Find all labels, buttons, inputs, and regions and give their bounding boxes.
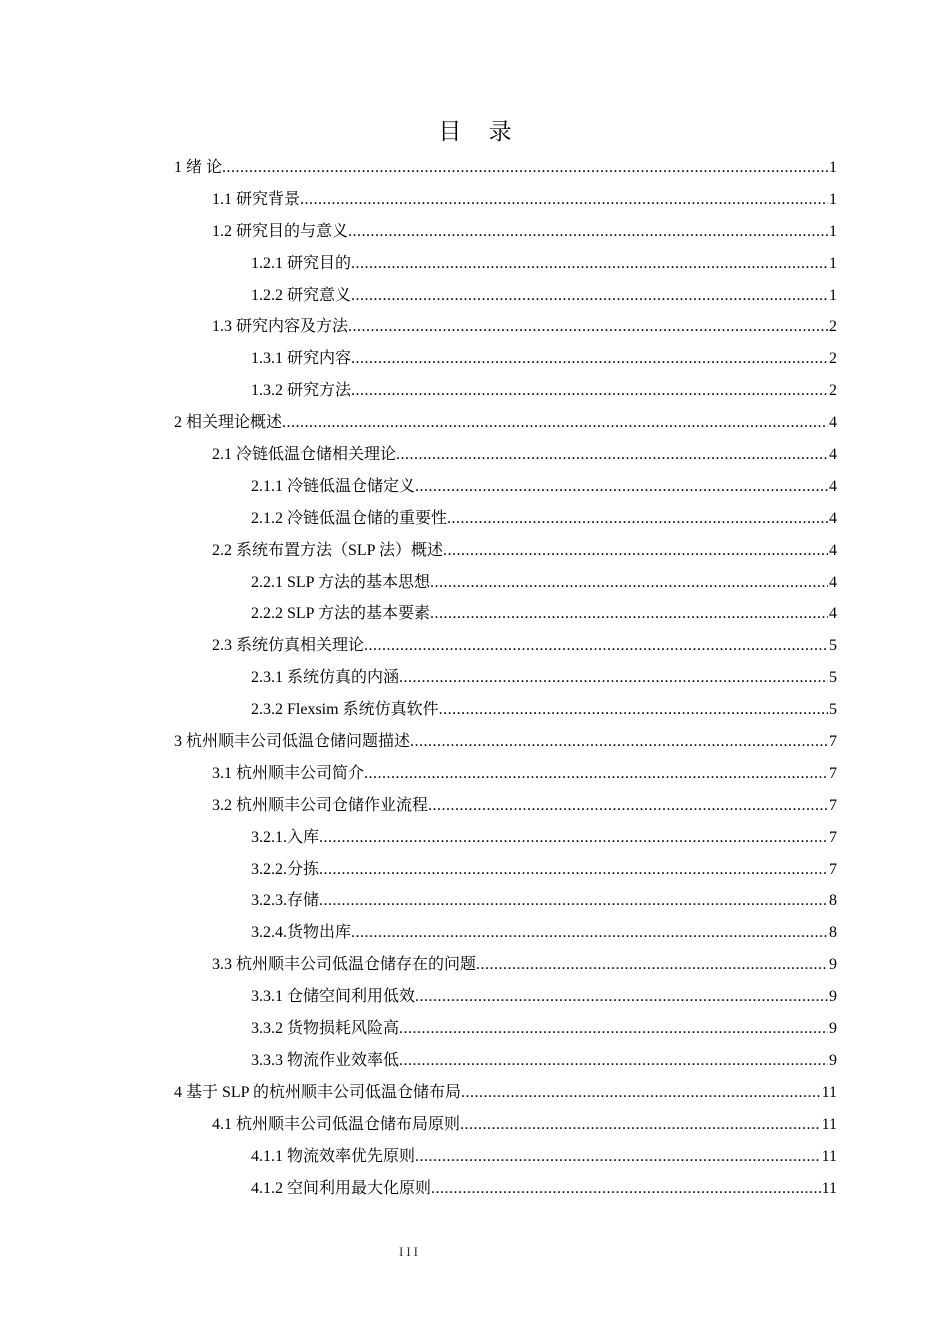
toc-dot-leader — [319, 822, 828, 854]
toc-entry-page: 9 — [829, 1020, 837, 1038]
toc-entry-text: 1.2.2 研究意义 — [251, 286, 352, 304]
toc-entry-page: 1 — [829, 222, 837, 240]
toc-entry-page: 7 — [829, 733, 837, 751]
toc-entry-text: 1.1 研究背景 — [212, 190, 301, 208]
toc-entry[interactable] — [174, 917, 837, 949]
toc-entry-text: 4.1.1 物流效率优先原则 — [251, 1147, 416, 1165]
toc-entry-text: 3.2.4.货物出库 — [251, 924, 352, 942]
toc-entry-page: 4 — [829, 509, 837, 527]
toc-dot-leader — [282, 407, 828, 439]
toc-dot-leader — [410, 726, 828, 758]
toc-entry[interactable] — [174, 598, 837, 630]
toc-entry[interactable] — [174, 662, 837, 694]
toc-dot-leader — [439, 694, 828, 726]
toc-entry[interactable] — [174, 152, 837, 184]
toc-entry-text: 3.2.3.存储 — [251, 892, 320, 910]
toc-entry[interactable] — [174, 439, 837, 471]
toc-entry[interactable] — [174, 1109, 837, 1141]
toc-entry-text: 2.3.1 系统仿真的内涵 — [251, 669, 400, 687]
toc-dot-leader — [351, 280, 828, 312]
toc-entry[interactable] — [174, 949, 837, 981]
toc-entry-text: 2.1.2 冷链低温仓储的重要性 — [251, 509, 448, 527]
toc-title: 目 录 — [438, 119, 522, 145]
toc-entry[interactable] — [174, 1013, 837, 1045]
toc-entry[interactable] — [174, 790, 837, 822]
toc-entry[interactable] — [174, 184, 837, 216]
toc-entry[interactable] — [174, 726, 837, 758]
toc-entry[interactable] — [174, 535, 837, 567]
toc-entry-text: 1.2.1 研究目的 — [251, 254, 352, 272]
toc-entry-text: 3.2.2.分拣 — [251, 860, 320, 878]
toc-entry[interactable] — [174, 1173, 837, 1205]
toc-entry-page: 1 — [829, 254, 837, 272]
toc-dot-leader — [319, 885, 828, 917]
toc-entry[interactable] — [174, 375, 837, 407]
toc-dot-leader — [348, 311, 828, 343]
toc-entry-page: 4 — [829, 414, 837, 432]
toc-dot-leader — [430, 567, 828, 599]
toc-entry-text: 3.2 杭州顺丰公司仓储作业流程 — [212, 796, 429, 814]
toc-entry-text: 2.3.2 Flexsim 系统仿真软件 — [251, 701, 439, 719]
toc-entry-text: 1.3.2 研究方法 — [251, 382, 352, 400]
toc-entry-page: 2 — [829, 318, 837, 336]
toc-entry[interactable] — [174, 1045, 837, 1077]
toc-dot-leader — [447, 503, 828, 535]
toc-entry[interactable] — [174, 694, 837, 726]
toc-entry-text: 2.2 系统布置方法（SLP 法）概述 — [212, 541, 443, 559]
toc-entry[interactable] — [174, 630, 837, 662]
toc-dot-leader — [399, 662, 828, 694]
toc-dot-leader — [415, 1141, 821, 1173]
toc-entry-page: 11 — [821, 1147, 837, 1165]
toc-entry-text: 2.1.1 冷链低温仓储定义 — [251, 477, 416, 495]
toc-entry-text: 4 基于 SLP 的杭州顺丰公司低温仓储布局 — [174, 1083, 461, 1101]
toc-dot-leader — [399, 1045, 828, 1077]
toc-entry-page: 8 — [829, 924, 837, 942]
toc-entry-page: 11 — [821, 1083, 837, 1101]
toc-entry[interactable] — [174, 822, 837, 854]
toc-entry-text: 3.1 杭州顺丰公司简介 — [212, 764, 365, 782]
table-of-contents — [174, 152, 837, 1204]
toc-dot-leader — [300, 184, 828, 216]
toc-entry-page: 5 — [829, 701, 837, 719]
toc-dot-leader — [364, 758, 828, 790]
toc-entry-page: 7 — [829, 860, 837, 878]
toc-dot-leader — [351, 375, 828, 407]
toc-dot-leader — [348, 216, 828, 248]
toc-entry[interactable] — [174, 503, 837, 535]
toc-dot-leader — [430, 598, 828, 630]
toc-entry-page: 9 — [829, 1051, 837, 1069]
toc-entry[interactable] — [174, 758, 837, 790]
toc-entry-text: 4.1.2 空间利用最大化原则 — [251, 1179, 432, 1197]
toc-entry-text: 3.3.3 物流作业效率低 — [251, 1051, 400, 1069]
toc-entry-text: 4.1 杭州顺丰公司低温仓储布局原则 — [212, 1115, 461, 1133]
toc-dot-leader — [415, 981, 828, 1013]
toc-entry-text: 1.3.1 研究内容 — [251, 350, 352, 368]
toc-dot-leader — [431, 1173, 821, 1205]
toc-entry-page: 5 — [829, 669, 837, 687]
toc-dot-leader — [351, 917, 828, 949]
toc-entry-page: 5 — [829, 637, 837, 655]
toc-entry[interactable] — [174, 471, 837, 503]
toc-entry[interactable] — [174, 216, 837, 248]
toc-entry-text: 3.3 杭州顺丰公司低温仓储存在的问题 — [212, 956, 477, 974]
toc-dot-leader — [460, 1109, 821, 1141]
toc-entry[interactable] — [174, 343, 837, 375]
toc-entry-text: 1.3 研究内容及方法 — [212, 318, 349, 336]
toc-entry-page: 4 — [829, 446, 837, 464]
toc-entry-page: 7 — [829, 828, 837, 846]
toc-entry-page: 2 — [829, 382, 837, 400]
toc-dot-leader — [364, 630, 828, 662]
toc-entry-page: 1 — [829, 159, 837, 176]
toc-entry-text: 2.1 冷链低温仓储相关理论 — [212, 446, 397, 464]
toc-entry-page: 11 — [821, 1179, 837, 1197]
toc-entry[interactable] — [174, 1077, 837, 1109]
toc-dot-leader — [461, 1077, 821, 1109]
toc-entry-page: 11 — [821, 1115, 837, 1133]
toc-entry-page: 8 — [829, 892, 837, 910]
toc-dot-leader — [351, 343, 828, 375]
toc-entry[interactable] — [174, 885, 837, 917]
toc-entry[interactable] — [174, 407, 837, 439]
toc-dot-leader — [396, 439, 828, 471]
toc-entry-text: 3 杭州顺丰公司低温仓储问题描述 — [174, 733, 411, 751]
toc-entry-page: 4 — [829, 605, 837, 623]
toc-entry-page: 2 — [829, 350, 837, 368]
toc-entry[interactable] — [174, 280, 837, 312]
toc-entry-text: 2.2.2 SLP 方法的基本要素 — [251, 605, 430, 623]
toc-entry-page: 1 — [829, 190, 837, 208]
toc-entry-text: 1.2 研究目的与意义 — [212, 222, 349, 240]
toc-dot-leader — [222, 152, 828, 184]
toc-entry-page: 7 — [829, 764, 837, 782]
toc-entry[interactable] — [174, 854, 837, 886]
toc-entry-page: 4 — [829, 541, 837, 559]
toc-entry-page: 1 — [829, 286, 837, 304]
toc-entry-text: 2.2.1 SLP 方法的基本思想 — [251, 573, 430, 591]
toc-dot-leader — [428, 790, 828, 822]
toc-entry-text: 3.3.2 货物损耗风险高 — [251, 1020, 400, 1038]
toc-dot-leader — [351, 248, 828, 280]
toc-entry-page: 9 — [829, 988, 837, 1006]
toc-entry[interactable] — [174, 248, 837, 280]
toc-entry[interactable] — [174, 311, 837, 343]
toc-entry-page: 4 — [829, 477, 837, 495]
toc-entry-text: 3.2.1.入库 — [251, 828, 320, 846]
toc-entry[interactable] — [174, 981, 837, 1013]
toc-entry-page: 4 — [829, 573, 837, 591]
page-number: III — [399, 1244, 421, 1259]
toc-entry[interactable] — [174, 567, 837, 599]
toc-entry-text: 1 绪 论 — [174, 159, 223, 176]
toc-dot-leader — [443, 535, 828, 567]
toc-entry-text: 2 相关理论概述 — [174, 414, 283, 432]
toc-entry-page: 9 — [829, 956, 837, 974]
toc-entry-page: 7 — [829, 796, 837, 814]
toc-dot-leader — [399, 1013, 828, 1045]
toc-entry[interactable] — [174, 1141, 837, 1173]
toc-dot-leader — [415, 471, 828, 503]
toc-dot-leader — [476, 949, 828, 981]
toc-dot-leader — [319, 854, 828, 886]
toc-entry-text: 2.3 系统仿真相关理论 — [212, 637, 365, 655]
toc-entry-text: 3.3.1 仓储空间利用低效 — [251, 988, 416, 1006]
